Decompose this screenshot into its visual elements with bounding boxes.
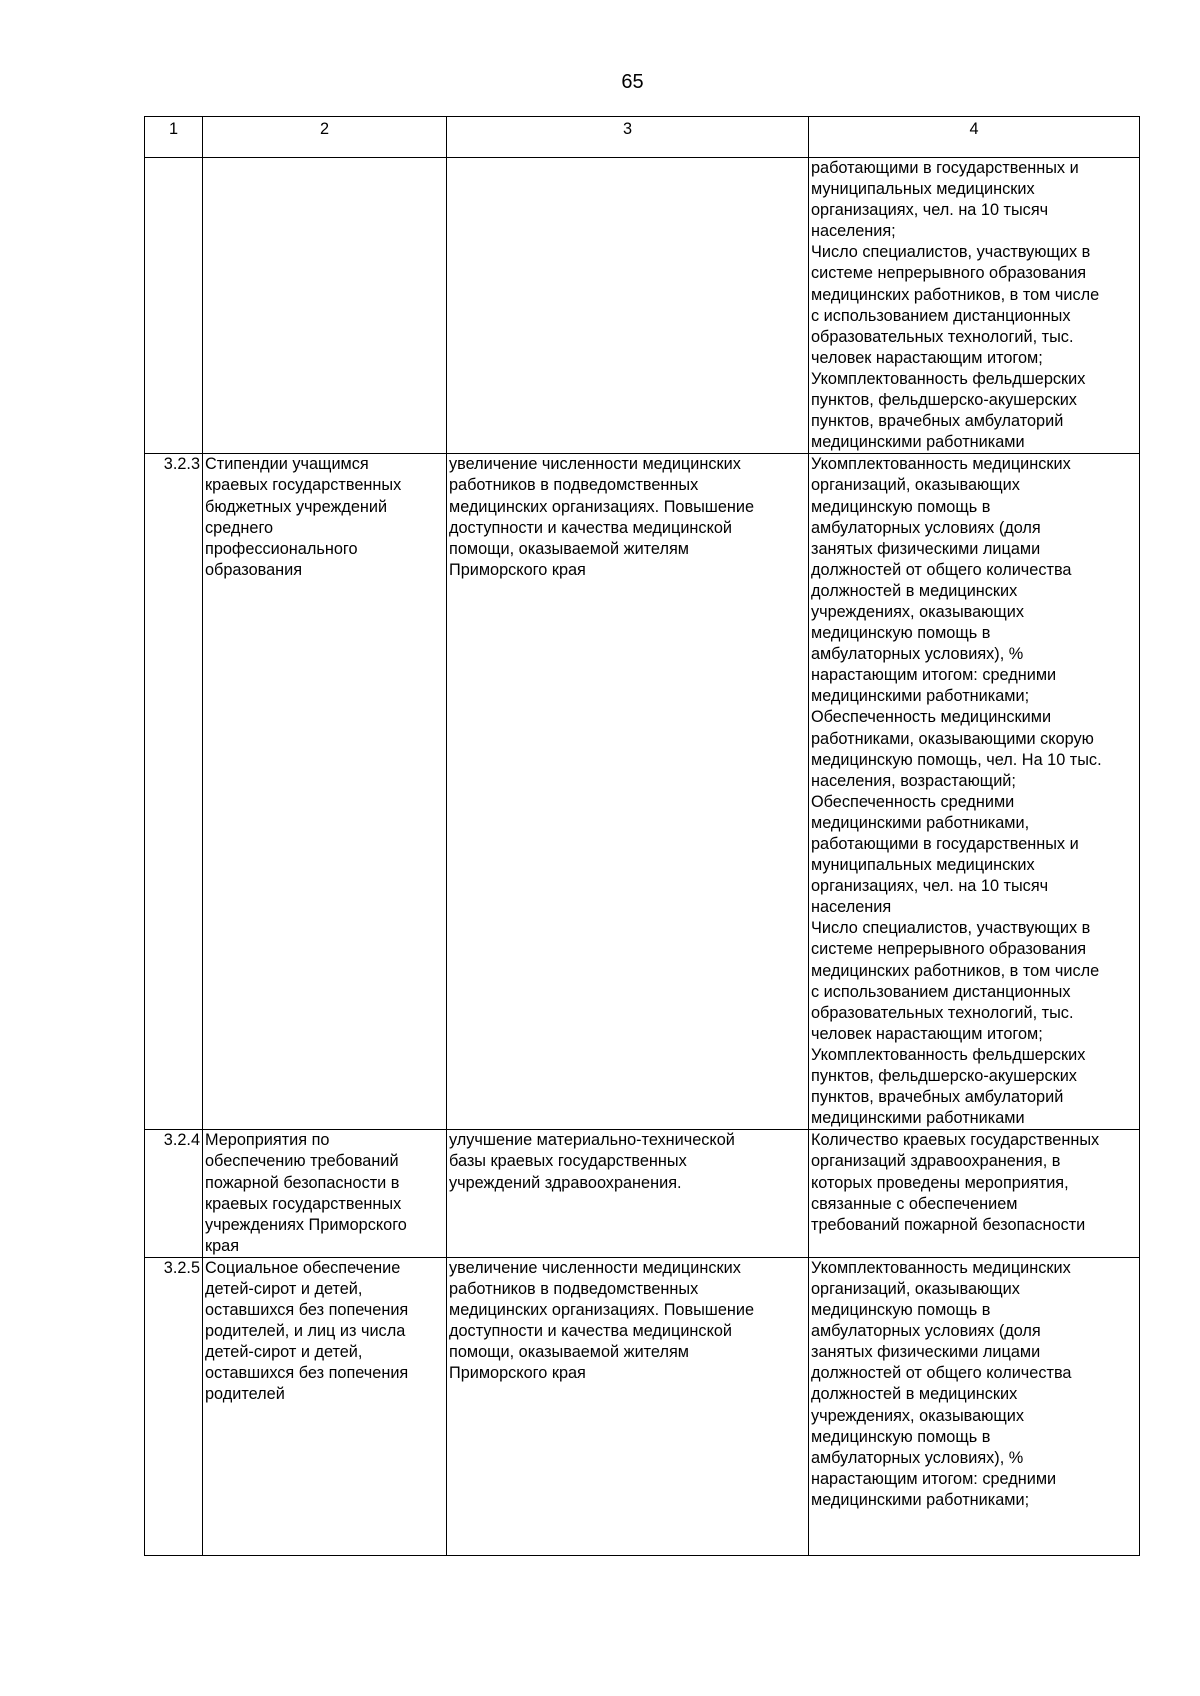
cell-text-line: должностей в медицинских (811, 581, 1018, 600)
cell-text-line: базы краевых государственных (449, 1152, 687, 1171)
cell-text-line: с использованием дистанционных (811, 306, 1071, 325)
cell-text-line: учреждений здравоохранения. (449, 1173, 682, 1192)
cell-text-line: медицинскими работниками (811, 1109, 1025, 1128)
cell-text-line: Укомплектованность медицинских (811, 455, 1071, 474)
cell-text-line: медицинскую помощь в (811, 1301, 991, 1320)
cell-text-line: с использованием дистанционных (811, 982, 1071, 1001)
cell-text-line: системе непрерывного образования (811, 940, 1087, 959)
page-number: 65 (621, 71, 644, 93)
cell-text-line: медицинских организациях. Повышение (449, 1301, 755, 1320)
cell-text-line: работающими в государственных и (811, 159, 1079, 177)
cell-text-line: родителей (205, 1385, 285, 1404)
cell-text-line: Обеспеченность медицинскими (811, 708, 1052, 727)
cell-text-line: медицинскими работниками; (811, 1490, 1030, 1509)
cell-text-line: организациях, чел. на 10 тысяч (811, 877, 1049, 896)
cell-text-line: Число специалистов, участвующих в (811, 243, 1091, 262)
cell-text-line: организаций здравоохранения, в (811, 1152, 1061, 1171)
cell-text-line: учреждениях, оказывающих (811, 602, 1025, 621)
cell-text-line: Число специалистов, участвующих в (811, 919, 1091, 938)
measure-name-cell (203, 1130, 447, 1258)
cell-text-line: муниципальных медицинских (811, 180, 1035, 199)
expected-result-cell (447, 1257, 809, 1555)
cell-text-line: детей-сирот и детей, (205, 1343, 363, 1362)
cell-text-line: населения (811, 898, 892, 917)
cell-text-line: занятых физическими лицами (811, 539, 1041, 558)
expected-result-cell (447, 454, 809, 1130)
cell-text-line: образования (205, 560, 303, 579)
item-number-cell (145, 158, 203, 454)
cell-text-line: муниципальных медицинских (811, 856, 1035, 875)
cell-text-line: Укомплектованность фельдшерских (811, 1045, 1086, 1064)
cell-text-line: нарастающим итогом: средними (811, 666, 1057, 685)
cell-text-line: связанные с обеспечением (811, 1194, 1018, 1213)
cell-text-line: человек нарастающим итогом; (811, 1024, 1043, 1043)
table-row (145, 454, 1140, 1130)
expected-result-cell (447, 1130, 809, 1258)
cell-text-line: амбулаторных условиях), % (811, 1448, 1024, 1467)
cell-text-line: помощи, оказываемой жителям (449, 1343, 689, 1362)
cell-text-line: должностей от общего количества (811, 560, 1072, 579)
cell-text-line: оставшихся без попечения (205, 1301, 409, 1320)
cell-text-line: организациях, чел. на 10 тысяч (811, 201, 1049, 220)
cell-text-line: медицинскую помощь, чел. На 10 тыс. (811, 750, 1102, 769)
item-number-cell: 3.2.4 (145, 1130, 203, 1258)
cell-text-line: краевых государственных (205, 1194, 402, 1213)
cell-text-line: Обеспеченность средними (811, 792, 1015, 811)
cell-text-line: амбулаторных условиях (доля (811, 1322, 1041, 1341)
cell-text-line: Социальное обеспечение (205, 1258, 401, 1277)
cell-text-line: Количество краевых государственных (811, 1131, 1100, 1150)
cell-text-line: среднего (205, 518, 274, 537)
cell-text-line: медицинскими работниками; (811, 687, 1030, 706)
cell-text-line: обеспечению требований (205, 1152, 399, 1171)
header-cell: 4 (809, 117, 1140, 158)
cell-text-line: организаций, оказывающих (811, 476, 1020, 495)
cell-text-line: медицинскую помощь в (811, 624, 991, 643)
cell-text-line: занятых физическими лицами (811, 1343, 1041, 1362)
cell-text-line: организаций, оказывающих (811, 1279, 1020, 1298)
measure-name-cell (203, 1257, 447, 1555)
item-number-cell: 3.2.5 (145, 1257, 203, 1555)
cell-text-line: Приморского края (449, 560, 586, 579)
cell-text-line: нарастающим итогом: средними (811, 1469, 1057, 1488)
cell-text-line: доступности и качества медицинской (449, 518, 733, 537)
cell-text-line: пунктов, фельдшерско-акушерских (811, 391, 1077, 410)
header-cell: 1 (145, 117, 203, 158)
measure-name-cell (203, 158, 447, 454)
cell-text-line: работников в подведомственных (449, 476, 699, 495)
cell-text-line: требований пожарной безопасности (811, 1215, 1086, 1234)
measures-table (144, 116, 1140, 1556)
cell-text-line: медицинскую помощь в (811, 1427, 991, 1446)
cell-text-line: населения; (811, 222, 896, 241)
cell-text-line: Укомплектованность медицинских (811, 1258, 1071, 1277)
cell-text-line: увеличение численности медицинских (449, 455, 741, 474)
expected-result-cell (447, 158, 809, 454)
cell-text-line: Мероприятия по (205, 1131, 330, 1150)
cell-text-line: краевых государственных (205, 476, 402, 495)
cell-text-line: доступности и качества медицинской (449, 1322, 733, 1341)
cell-text-line: образовательных технологий, тыс. (811, 327, 1074, 346)
cell-text-line: человек нарастающим итогом; (811, 348, 1043, 367)
cell-text-line: Приморского края (449, 1364, 586, 1383)
cell-text-line: системе непрерывного образования (811, 264, 1087, 283)
cell-text-line: медицинских работников, в том числе (811, 961, 1100, 980)
cell-text-line: населения, возрастающий; (811, 771, 1016, 790)
table-row (145, 1130, 1140, 1258)
table-header-row (145, 117, 1140, 158)
cell-text-line: профессионального (205, 539, 358, 558)
cell-text-line: бюджетных учреждений (205, 497, 388, 516)
cell-text-line: улучшение материально-технической (449, 1131, 735, 1150)
measure-name-cell (203, 454, 447, 1130)
cell-text-line: медицинских организациях. Повышение (449, 497, 755, 516)
cell-text-line: должностей в медицинских (811, 1385, 1018, 1404)
item-number-cell: 3.2.3 (145, 454, 203, 1130)
cell-text-line: детей-сирот и детей, (205, 1279, 363, 1298)
cell-text-line: пожарной безопасности в (205, 1173, 400, 1192)
cell-text-line: увеличение численности медицинских (449, 1258, 741, 1277)
cell-text-line: медицинскую помощь в (811, 497, 991, 516)
cell-text-line: пунктов, фельдшерско-акушерских (811, 1067, 1077, 1086)
cell-text-line: родителей, и лиц из числа (205, 1322, 406, 1341)
cell-text-line: пунктов, врачебных амбулаторий (811, 412, 1064, 431)
indicators-cell (809, 1257, 1140, 1555)
cell-text-line: образовательных технологий, тыс. (811, 1003, 1074, 1022)
cell-text-line: медицинскими работниками (811, 433, 1025, 452)
table-row (145, 1257, 1140, 1555)
cell-text-line: амбулаторных условиях), % (811, 645, 1024, 664)
cell-text-line: края (205, 1236, 240, 1255)
cell-text-line: Стипендии учащимся (205, 455, 369, 474)
cell-text-line: медицинских работников, в том числе (811, 285, 1100, 304)
cell-text-line: работниками, оказывающими скорую (811, 729, 1094, 748)
cell-text-line: работающими в государственных и (811, 835, 1079, 853)
cell-text-line: Укомплектованность фельдшерских (811, 369, 1086, 388)
cell-text-line: медицинскими работниками, (811, 813, 1030, 832)
cell-text-line: учреждениях, оказывающих (811, 1406, 1025, 1425)
table-row (145, 158, 1140, 454)
indicators-cell (809, 454, 1140, 1130)
header-cell: 3 (447, 117, 809, 158)
cell-text-line: должностей от общего количества (811, 1364, 1072, 1383)
cell-text-line: пунктов, врачебных амбулаторий (811, 1088, 1064, 1107)
indicators-cell (809, 1130, 1140, 1258)
cell-text-line: работников в подведомственных (449, 1279, 699, 1298)
cell-text-line: учреждениях Приморского (205, 1215, 407, 1234)
header-cell: 2 (203, 117, 447, 158)
cell-text-line: которых проведены мероприятия, (811, 1173, 1069, 1192)
indicators-cell (809, 158, 1140, 454)
cell-text-line: амбулаторных условиях (доля (811, 518, 1041, 537)
cell-text-line: помощи, оказываемой жителям (449, 539, 689, 558)
cell-text-line: оставшихся без попечения (205, 1364, 409, 1383)
